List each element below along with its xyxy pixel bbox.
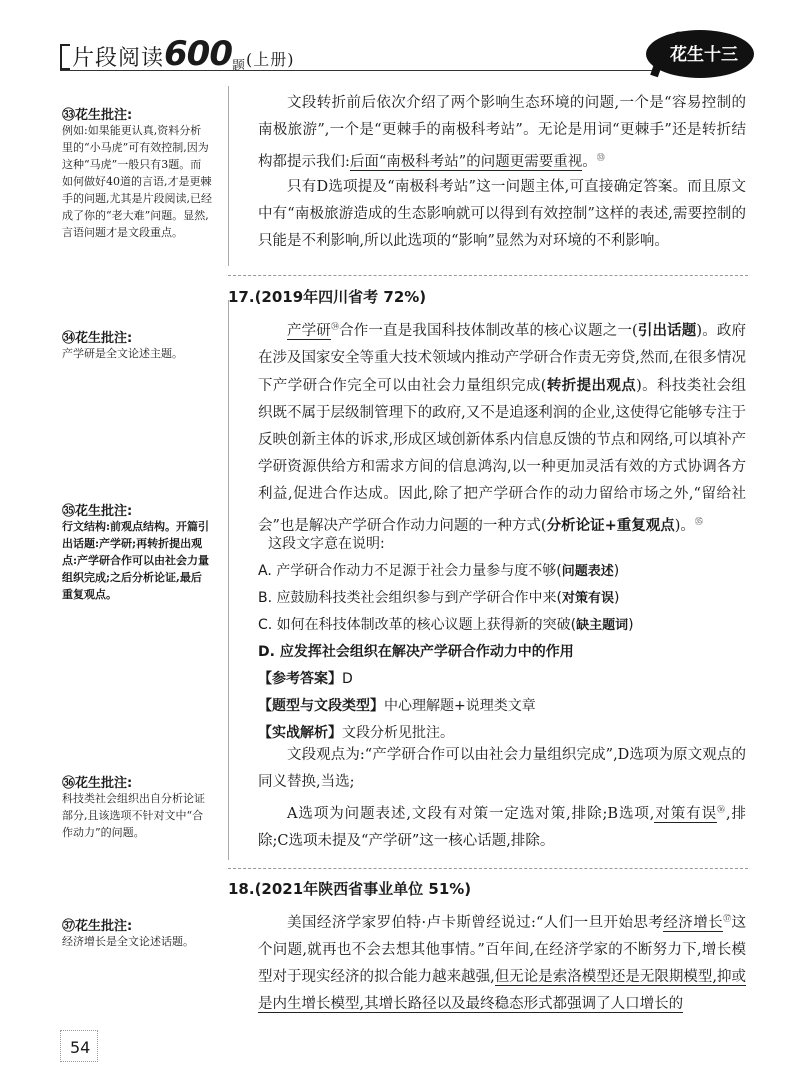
passage-tag: 分析论证+重复观点 (546, 516, 675, 534)
header-rule (60, 70, 660, 71)
logo-text: 花生十三 (670, 45, 738, 65)
passage-tag: 引出话题 (637, 321, 697, 339)
page-number: 54 (70, 1038, 91, 1057)
header-bracket (60, 44, 70, 70)
answer-line (258, 668, 353, 688)
note-body-35: 行文结构:前观点结构。开篇引出话题:产学研;再转折提出观点:产学研合作可以由社会力量组织完成;之后分析论证,最后重复观点。 (62, 520, 210, 601)
title-number: 600 (164, 34, 232, 74)
annotation-mark-35: ㉟ (694, 516, 703, 526)
book-title (72, 34, 295, 74)
title-main: 片段阅读 (72, 46, 165, 71)
annotation-mark-36: ㊱ (717, 805, 726, 814)
section-divider (228, 868, 748, 869)
option-tag: 缺主题词 (576, 618, 629, 633)
underlined-phrase: 但无论是索洛模型还是无限期模型,抑或是内生增长模型,其增长路径以及最终稳态形式都强调了人口增长的 (258, 968, 747, 1012)
underlined-phrase: 后面“南极科考站”的问题更需要重视 (349, 153, 583, 170)
title-unit: 题 (232, 59, 247, 74)
note-title-36: ㊱花生批注: (62, 776, 133, 791)
note-body-36: 科技类社会组织出自分析论证部分,且该选项不针对文中“合作动力”的问题。 (62, 792, 205, 839)
section-divider (228, 275, 748, 276)
option-d: D. 应发挥社会组织在解决产学研合作动力中的作用 (258, 644, 574, 660)
question-17-heading: 17.(2019年四川省考 72%) (228, 288, 427, 306)
column-divider (228, 300, 229, 860)
option-tag: 问题表述 (561, 564, 614, 579)
passage-tag: 转折提出观点 (546, 376, 637, 394)
explanation-1: 文段观点为:“产学研合作可以由社会力量组织完成”,D选项为原文观点的同义替换,当选; (258, 747, 746, 790)
option-a: A. 产学研合作动力不足源于社会力量参与度不够(问题表述) (258, 563, 620, 579)
intro-paragraph-2: 只有D选项提及“南极科考站”这一问题主体,可直接确定答案。而且原文中有“南极旅游造成的生态影响就可以得到有效控制”这样的表述,需要控制的只能是不利影响,所以此选项的“影响”显然为对环境的不利影响。 (258, 179, 746, 249)
intro-paragraph-1: 文段转折前后依次介绍了两个影响生态环境的问题,一个是“容易控制的南极旅游”,一个是“更棘手的南极科考站”。无论是用词“更棘手”还是转折结构都提示我们:后面“南极科考站”的问题更需要重视。$^㉝$ (258, 95, 746, 170)
note-body-37: 经济增长是全文论述话题。 (62, 935, 194, 948)
annotation-mark-34: ㉞ (330, 322, 340, 331)
answer-value: D (342, 671, 353, 687)
column-divider (228, 86, 229, 266)
title-sub: (上册) (246, 50, 295, 69)
question-18-heading: 18.(2021年陕西省事业单位 51%) (228, 880, 472, 898)
explanation-2: A选项为问题表述,文段有对策一定选对策,排除;B选项,对策有误$^㊱$,排除;C选项未提及“产学研”这一核心话题,排除。 (258, 805, 747, 849)
note-title-37: ㊲花生批注: (62, 919, 133, 934)
type-value: 中心理解题+说理类文章 (384, 698, 536, 714)
option-tag: 对策有误 (561, 591, 614, 606)
note-body-33: 例如:如果能更认真,资料分析里的“小马虎”可有效控制,因为这种“马虎”一般只有3题。而如何做好40道的言语,才是更棘手的问题,尤其是片段阅读,已经成了你的“老大难”问题。显然,言语问题才是文段重点。 (62, 124, 212, 239)
option-b: B. 应鼓励科技类社会组织参与到产学研合作中来(对策有误) (258, 590, 620, 606)
type-line (258, 695, 536, 715)
option-c: C. 如何在科技体制改革的核心议题上获得新的突破(缺主题词) (258, 617, 634, 633)
note-title-35: ㉟花生批注: (62, 504, 133, 519)
question-17-passage: 产学研$^㉞$合作一直是我国科技体制改革的核心议题之一(引出话题)。政府在涉及国家安全等重大技术领域内推动产学研合作责无旁贷,然而,在很多情况下产学研合作完全可以由社会力量组织完成(转折提出观点)。科技类社会组织既不属于层级制管理下的政府,又不是追逐利润的企业,这使得它能够专注于反映创新主体的诉求,形成区域创新体系内信息反馈的节点和网络,可以填补产学研资源供给方和需求方间的信息鸿沟,以一种更加灵活有效的方式协调各方利益,促进合作达成。因此,除了把产学研合作的动力留给市场之外,“留给社会”也是解决产学研合作动力问题的一种方式(分析论证+重复观点)。$^㉟$ (258, 321, 747, 534)
annotation-mark-37: ㊲ (723, 914, 732, 923)
type-label: 【题型与文段类型】 (258, 698, 384, 714)
question-17-prompt: 这段文字意在说明: (268, 536, 385, 552)
note-title-33: ㉝花生批注: (62, 108, 133, 123)
note-title-34: ㉞花生批注: (62, 331, 133, 346)
note-body-34: 产学研是全文论述主题。 (62, 347, 183, 360)
brand-logo (640, 18, 760, 88)
question-18-passage: 美国经济学家罗伯特·卢卡斯曾经说过:“人们一旦开始思考经济增长$^㊲$这个问题,就再也不会去想其他事情。”百年间,在经济学家的不断努力下,增长模型对于现实经济的拟合能力越来越强,但无论是索洛模型还是无限期模型,抑或是内生增长模型,其增长路径以及最终稳态形式都强调了人口增长的 (258, 914, 747, 1012)
analysis-line (258, 722, 454, 742)
answer-label: 【参考答案】 (258, 671, 342, 687)
topic-word: 产学研 (287, 322, 331, 339)
underlined-phrase: 对策有误 (654, 805, 718, 822)
annotation-mark-33: ㉝ (596, 153, 605, 162)
analysis-value: 文段分析见批注。 (342, 725, 454, 741)
analysis-label: 【实战解析】 (258, 725, 342, 741)
topic-word: 经济增长 (663, 914, 724, 931)
